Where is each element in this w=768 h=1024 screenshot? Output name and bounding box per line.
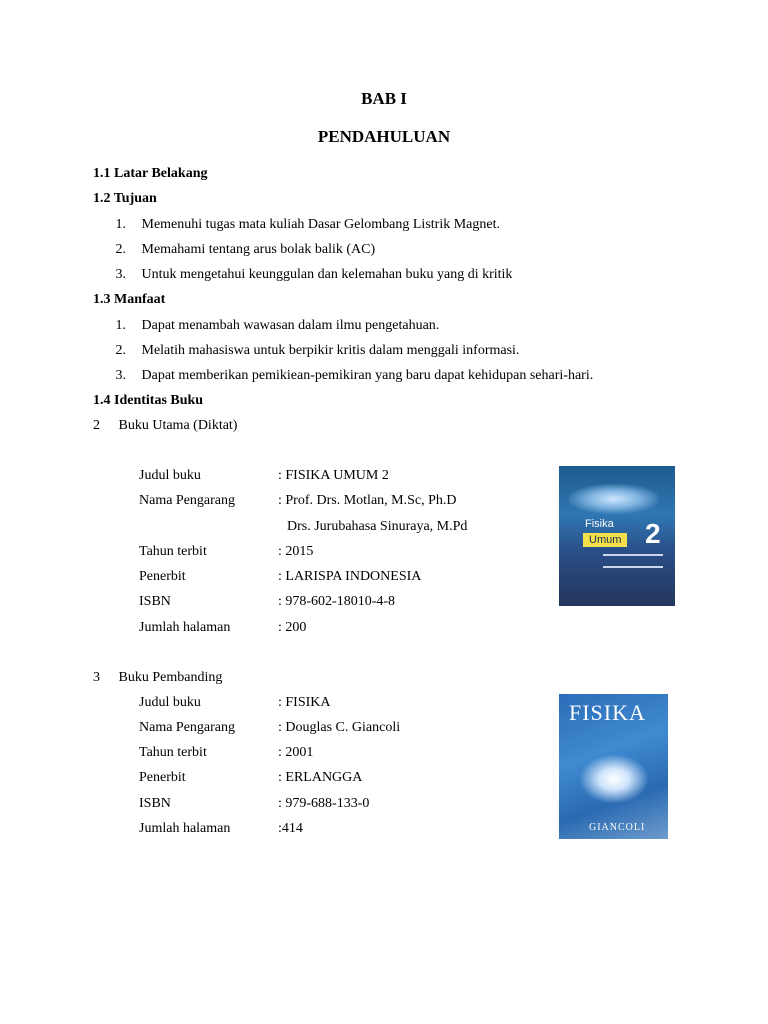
list-item	[108, 344, 519, 358]
book2-value: : 979-688-133-0	[278, 796, 370, 811]
book2-title: Buku Pembanding	[118, 670, 223, 685]
book1-label: Nama Pengarang	[139, 493, 236, 508]
section-latar-belakang: 1.1 Latar Belakang	[93, 166, 208, 181]
book1-number: 2	[93, 418, 100, 433]
book1-label: Penerbit	[139, 569, 186, 584]
list-number: 3.	[115, 267, 126, 282]
chapter-label: BAB I	[361, 89, 407, 108]
book1-value: Drs. Jurubahasa Sinuraya, M.Pd	[287, 519, 468, 534]
list-text: Memahami tentang arus bolak balik (AC)	[141, 242, 376, 257]
cover-spark	[579, 754, 649, 804]
list-item	[108, 369, 593, 383]
cover-number: 2	[645, 518, 661, 549]
list-number: 1.	[115, 318, 126, 333]
book2-value: : ERLANGGA	[278, 770, 363, 785]
book2-label: Tahun terbit	[139, 745, 207, 760]
cover-glow	[569, 484, 659, 514]
section-tujuan: 1.2 Tujuan	[93, 191, 157, 206]
book1-value: : LARISPA INDONESIA	[278, 569, 422, 584]
book2-label: Nama Pengarang	[139, 720, 236, 735]
list-number: 1.	[115, 217, 126, 232]
book1-value: : 200	[278, 620, 307, 635]
book2-cover-image	[559, 694, 668, 839]
chapter-title: PENDAHULUAN	[317, 127, 451, 146]
book1-label: ISBN	[139, 594, 171, 609]
book2-value: : FISIKA	[278, 695, 331, 710]
book1-value: : 978-602-18010-4-8	[278, 594, 396, 609]
book2-label: Penerbit	[139, 770, 186, 785]
list-item	[108, 243, 375, 257]
book2-value: :414	[278, 821, 303, 836]
book1-value: : FISIKA UMUM 2	[278, 468, 389, 483]
book2-heading	[93, 671, 222, 685]
list-item	[108, 268, 512, 282]
list-number: 3.	[115, 368, 126, 383]
book1-title: Buku Utama (Diktat)	[118, 418, 238, 433]
book1-value: : Prof. Drs. Motlan, M.Sc, Ph.D	[278, 493, 457, 508]
cover-author-lines	[603, 554, 663, 568]
list-item	[108, 319, 439, 333]
book2-value: : Douglas C. Giancoli	[278, 720, 401, 735]
book2-label: Judul buku	[139, 695, 201, 710]
cover-title-line2: Umum	[583, 533, 627, 547]
list-text: Dapat menambah wawasan dalam ilmu pengetahuan.	[141, 318, 440, 333]
book1-cover-image	[559, 466, 675, 606]
list-number: 2.	[115, 242, 126, 257]
list-text: Dapat memberikan pemikiean-pemikiran yang baru dapat kehidupan sehari-hari.	[141, 368, 594, 383]
book2-label: Jumlah halaman	[139, 821, 231, 836]
book1-label: Judul buku	[139, 468, 201, 483]
list-text: Untuk mengetahui keunggulan dan kelemahan buku yang di kritik	[141, 267, 513, 282]
book2-number: 3	[93, 670, 100, 685]
section-identitas-buku: 1.4 Identitas Buku	[93, 393, 204, 408]
list-text: Melatih mahasiswa untuk berpikir kritis dalam menggali informasi.	[141, 343, 520, 358]
cover-title-line1: Fisika	[585, 518, 614, 530]
book1-value: : 2015	[278, 544, 314, 559]
cover-title: FISIKA	[569, 700, 646, 725]
book2-label: ISBN	[139, 796, 171, 811]
list-item	[108, 218, 500, 232]
book2-value: : 2001	[278, 745, 314, 760]
section-manfaat: 1.3 Manfaat	[93, 292, 166, 307]
book1-label: Jumlah halaman	[139, 620, 231, 635]
book1-heading	[93, 419, 237, 433]
cover-author: GIANCOLI	[589, 822, 646, 833]
list-text: Memenuhi tugas mata kuliah Dasar Gelombang Listrik Magnet.	[141, 217, 500, 232]
book1-label: Tahun terbit	[139, 544, 207, 559]
list-number: 2.	[115, 343, 126, 358]
